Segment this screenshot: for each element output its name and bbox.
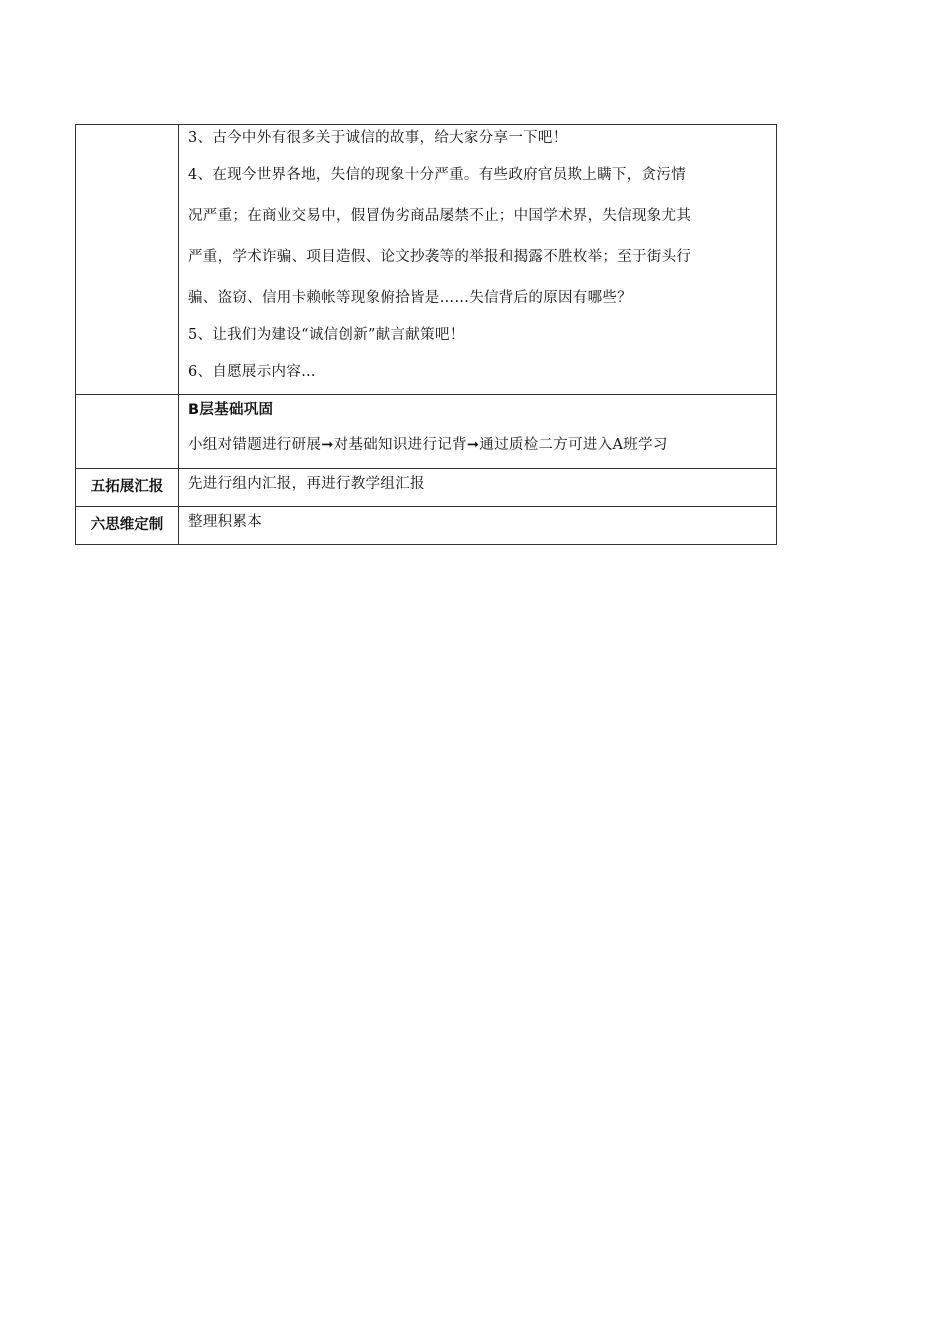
b-level-text: 小组对错题进行研展➞对基础知识进行记背➞通过质检二方可进入A班学习 bbox=[188, 437, 668, 453]
table-row bbox=[76, 395, 777, 469]
section-six-cell bbox=[179, 507, 777, 545]
question-4-line-1: 4、在现今世界各地，失信的现象十分严重。有些政府官员欺上瞒下，贪污情 bbox=[188, 167, 686, 183]
lesson-plan-table bbox=[75, 124, 777, 545]
discussion-questions-cell bbox=[179, 125, 777, 395]
section-six-text: 整理积累本 bbox=[188, 514, 262, 530]
question-4-line-2: 况严重；在商业交易中，假冒伪劣商品屡禁不止；中国学术界，失信现象尤其 bbox=[188, 208, 692, 224]
b-level-heading: B层基础巩固 bbox=[188, 402, 274, 418]
row-label-empty bbox=[76, 395, 179, 469]
table-row bbox=[76, 507, 777, 545]
question-4-line-3: 严重，学术诈骗、项目造假、论文抄袭等的举报和揭露不胜枚举；至于街头行 bbox=[188, 249, 692, 265]
table-row bbox=[76, 125, 777, 395]
b-level-cell bbox=[179, 395, 777, 469]
section-six-label: 六思维定制 bbox=[76, 507, 179, 545]
question-3: 3、古今中外有很多关于诚信的故事，给大家分享一下吧！ bbox=[188, 130, 568, 146]
section-five-text: 先进行组内汇报，再进行教学组汇报 bbox=[188, 476, 425, 492]
question-4-line-4: 骗、盗窃、信用卡赖帐等现象俯拾皆是……失信背后的原因有哪些？ bbox=[188, 290, 632, 306]
question-6: 6、自愿展示内容… bbox=[188, 364, 316, 380]
section-five-label: 五拓展汇报 bbox=[76, 469, 179, 507]
row-label-empty bbox=[76, 125, 179, 395]
question-5: 5、让我们为建设“诚信创新”献言献策吧！ bbox=[188, 327, 465, 343]
section-five-cell bbox=[179, 469, 777, 507]
table-row bbox=[76, 469, 777, 507]
